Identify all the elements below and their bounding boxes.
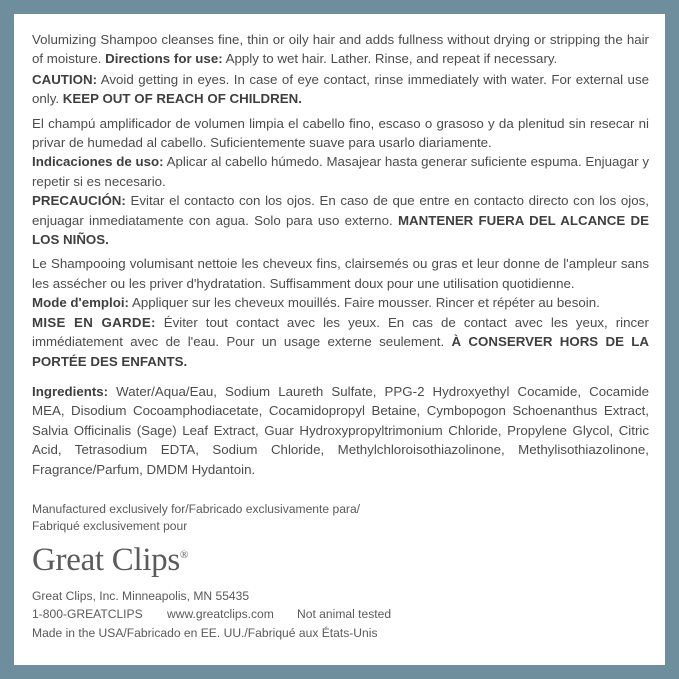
english-description-paragraph: [32, 30, 649, 69]
manufactured-line-2: Fabriqué exclusivement pour: [32, 519, 188, 534]
english-directions-heading: Directions for use:: [105, 51, 223, 67]
french-directions-heading: Mode d'emploi:: [32, 295, 129, 311]
spanish-keep-out-of-reach: MANTENER FUERA DEL ALCANCE DE LOS NIÑOS.: [32, 212, 649, 248]
ingredients-text: Water/Aqua/Eau, Sodium Laureth Sulfate, PPG-2 Hydroxyethyl Cocamide, Cocamide MEA, Disodium Cocoamphodiacetate, Cocamidopropyl Betaine, Cymbopogon Schoenanthus Extract, Salvia Officinalis (Sage) Leaf Extract, Guar Hydroxypropyltrimonium Chloride, Propylene Glycol, Citric Acid, Tetrasodium EDTA, Sodium Chloride, Methylchloroisothiazolinone, Methylisothiazolinone, Fragrance/Parfum, DMDM Hydantoin.: [32, 383, 649, 477]
spanish-caution-heading: PRECAUCIÓN:: [32, 193, 126, 209]
french-caution-text: Éviter tout contact avec les yeux. En cas de contact avec les yeux, rincer immédiatement avec de l'eau. Pour un usage externe seulement.: [32, 314, 649, 350]
spanish-caution-text: Evitar el contacto con los ojos. En caso de que entre en contacto directo con los ojos, enjuagar inmediatamente con agua. Solo para uso externo.: [32, 193, 649, 228]
company-address: Great Clips, Inc. Minneapolis, MN 55435: [32, 588, 250, 603]
animal-testing-note: Not animal tested: [297, 607, 392, 622]
french-keep-out-of-reach: À CONSERVER HORS DE LA PORTÉE DES ENFANTS.: [32, 334, 649, 369]
spanish-directions-text: Aplicar al cabello húmedo. Masajear hasta generar suficiente espuma. Enjuagar y repetir si es necesario.: [32, 154, 649, 189]
label-content: [32, 30, 649, 655]
great-clips-logo: [32, 542, 649, 579]
phone-number: 1-800-GREATCLIPS: [32, 607, 143, 622]
french-description-paragraph: [32, 254, 649, 293]
contact-row: [32, 605, 649, 624]
manufactured-block: [32, 501, 649, 536]
spanish-description-paragraph: [32, 114, 649, 153]
english-keep-out-of-reach: KEEP OUT OF REACH OF CHILDREN.: [62, 91, 302, 107]
french-directions-paragraph: [32, 293, 649, 312]
english-directions-text: Apply to wet hair. Lather. Rinse, and repeat if necessary.: [222, 51, 558, 67]
label-card: [14, 14, 665, 665]
french-directions-text: Appliquer sur les cheveux mouillés. Faire mousser. Rincer et répéter au besoin.: [128, 295, 600, 311]
english-caution-text: Avoid getting in eyes. In case of eye contact, rinse immediately with water. For external use only.: [32, 71, 649, 107]
company-info-block: [32, 587, 649, 643]
french-caution-paragraph: [32, 313, 649, 371]
website-url: www.greatclips.com: [167, 607, 274, 622]
ingredients-heading: Ingredients:: [32, 383, 109, 399]
spanish-description: El champú amplificador de volumen limpia el cabello fino, escaso o grasoso y da plenitud sin resecar ni privar de humedad al cabello. Suficientemente suave para usarlo diariamente.: [32, 115, 649, 151]
french-description: Le Shampooing volumisant nettoie les cheveux fins, clairsemés ou gras et leur donne de l'ampleur sans les assécher ou les priver d'hydratation. Suffisamment doux pour une utilisation quotidienne.: [32, 256, 649, 291]
spanish-caution-paragraph: [32, 191, 649, 249]
spacer-french-ingredients: [32, 371, 649, 376]
french-caution-heading: MISE EN GARDE:: [32, 314, 156, 330]
english-description: Volumizing Shampoo cleanses fine, thin or oily hair and adds fullness without drying or stripping the hair of moisture.: [32, 32, 649, 67]
manufactured-line-1: Manufactured exclusively for/Fabricado exclusivamente para/: [32, 501, 361, 516]
english-caution-heading: CAUTION:: [32, 71, 97, 87]
spanish-directions-heading: Indicaciones de uso:: [32, 154, 164, 170]
made-in-note: Made in the USA/Fabricado en EE. UU./Fabriqué aux États-Unis: [32, 625, 378, 640]
ingredients-paragraph: [32, 382, 649, 479]
english-caution-paragraph: [32, 70, 649, 109]
registered-trademark-icon: ®: [179, 548, 189, 561]
brand-name: Great Clips: [32, 541, 180, 578]
spanish-directions-paragraph: [32, 152, 649, 191]
